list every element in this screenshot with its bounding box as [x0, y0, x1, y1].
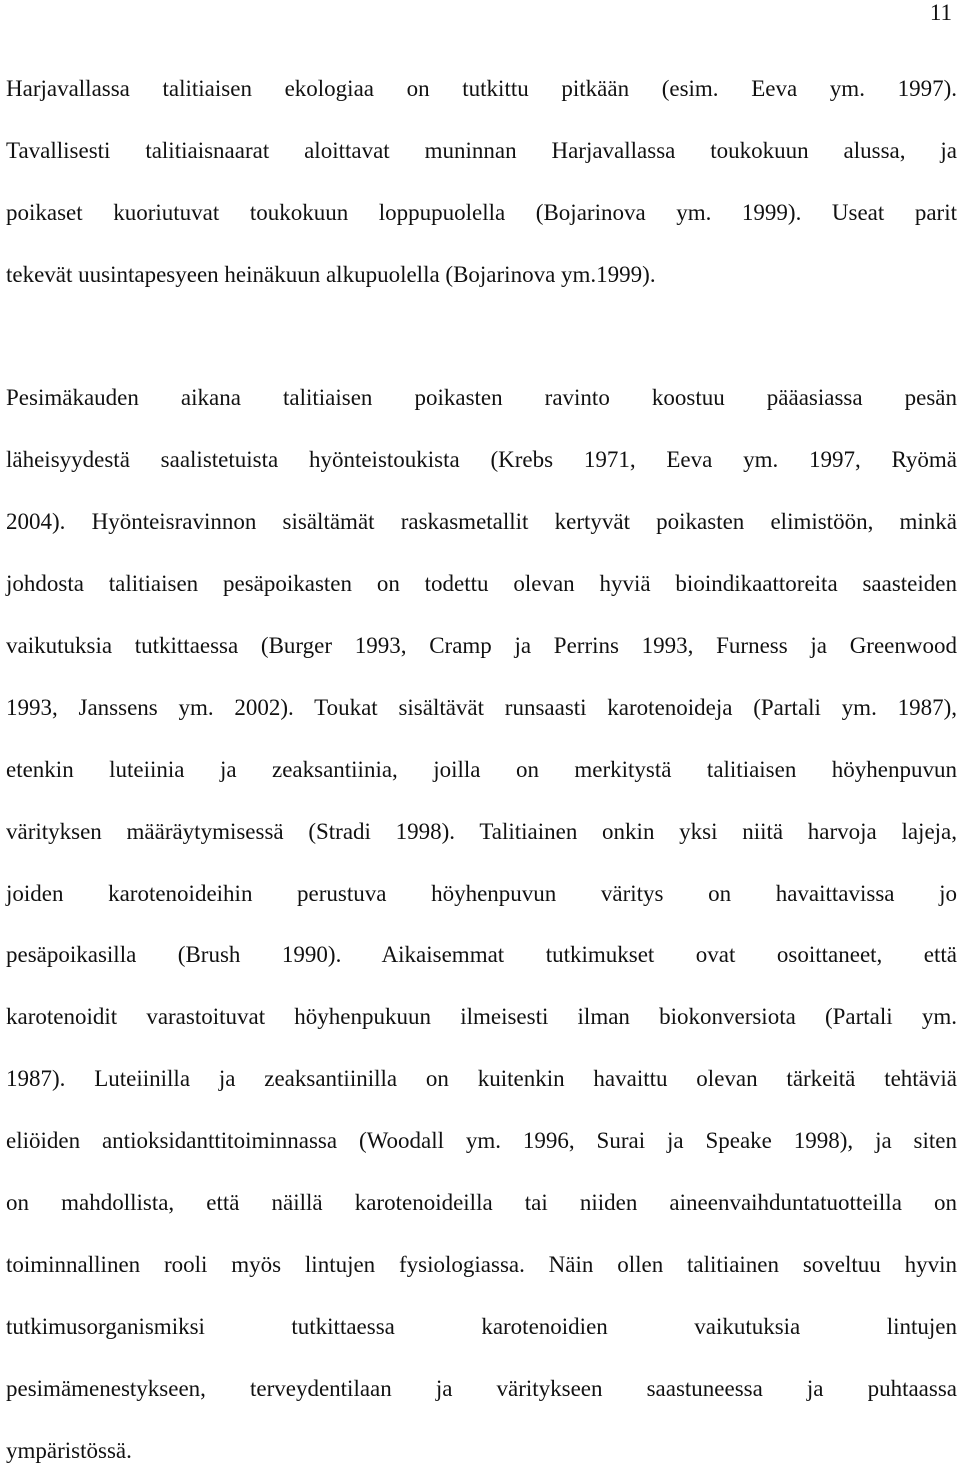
paragraph-gap: [6, 306, 957, 368]
text-line: karotenoidit varastoituvat höyhenpukuun ilmeisesti ilman biokonversiota (Partali ym.: [6, 1004, 957, 1030]
text-line: johdosta talitiaisen pesäpoikasten on todettu olevan hyviä bioindikaattoreita saasteiden: [6, 571, 957, 597]
text-line: värityksen määräytymisessä (Stradi 1998). Talitiainen onkin yksi niitä harvoja lajeja,: [6, 818, 957, 844]
text-line: Tavallisesti talitiaisnaarat aloittavat muninnan Harjavallassa toukokuun alussa, ja: [6, 137, 957, 163]
text-line: tekevät uusintapesyeen heinäkuun alkupuolella (Bojarinova ym.1999).: [6, 261, 656, 287]
text-line: poikaset kuoriutuvat toukokuun loppupuolella (Bojarinova ym. 1999). Useat parit: [6, 199, 957, 225]
text-line: vaikutuksia tutkittaessa (Burger 1993, Cramp ja Perrins 1993, Furness ja Greenwood: [6, 633, 957, 659]
text-line: Harjavallassa talitiaisen ekologiaa on tutkittu pitkään (esim. Eeva ym. 1997).: [6, 76, 957, 101]
paragraph: [6, 367, 957, 1481]
text-line: etenkin luteiinia ja zeaksantiinia, joilla on merkitystä talitiaisen höyhenpuvun: [6, 756, 957, 782]
text-line: pesäpoikasilla (Brush 1990). Aikaisemmat tutkimukset ovat osoittaneet, että: [6, 942, 957, 968]
text-line: 2004). Hyönteisravinnon sisältämät raskasmetallit kertyvät poikasten elimistöön, minkä: [6, 509, 957, 535]
text-line: eliöiden antioksidanttitoiminnassa (Woodall ym. 1996, Surai ja Speake 1998), ja siten: [6, 1128, 957, 1154]
text-line: Pesimäkauden aikana talitiaisen poikasten ravinto koostuu pääasiassa pesän: [6, 385, 957, 411]
paragraph: [6, 58, 957, 306]
text-line: joiden karotenoideihin perustuva höyhenpuvun väritys on havaittavissa jo: [6, 880, 957, 906]
text-line: toiminnallinen rooli myös lintujen fysiologiassa. Näin ollen talitiainen soveltuu hyvin: [6, 1251, 957, 1277]
page-number: 11: [929, 0, 952, 25]
text-line: pesimämenestykseen, terveydentilaan ja väritykseen saastuneessa ja puhtaassa: [6, 1375, 957, 1401]
text-line: läheisyydestä saalistetuista hyönteistoukista (Krebs 1971, Eeva ym. 1997, Ryömä: [6, 447, 957, 473]
text-line: tutkimusorganismiksi tutkittaessa karotenoidien vaikutuksia lintujen: [6, 1313, 957, 1339]
text-line: 1987). Luteiinilla ja zeaksantiinilla on kuitenkin havaittu olevan tärkeitä tehtäviä: [6, 1066, 957, 1092]
text-line: ympäristössä.: [6, 1437, 132, 1463]
text-line: on mahdollista, että näillä karotenoideilla tai niiden aineenvaihduntatuotteilla on: [6, 1190, 957, 1216]
text-line: 1993, Janssens ym. 2002). Toukat sisältävät runsaasti karotenoideja (Partali ym. 1987),: [6, 694, 957, 720]
page-body: [6, 58, 957, 1481]
